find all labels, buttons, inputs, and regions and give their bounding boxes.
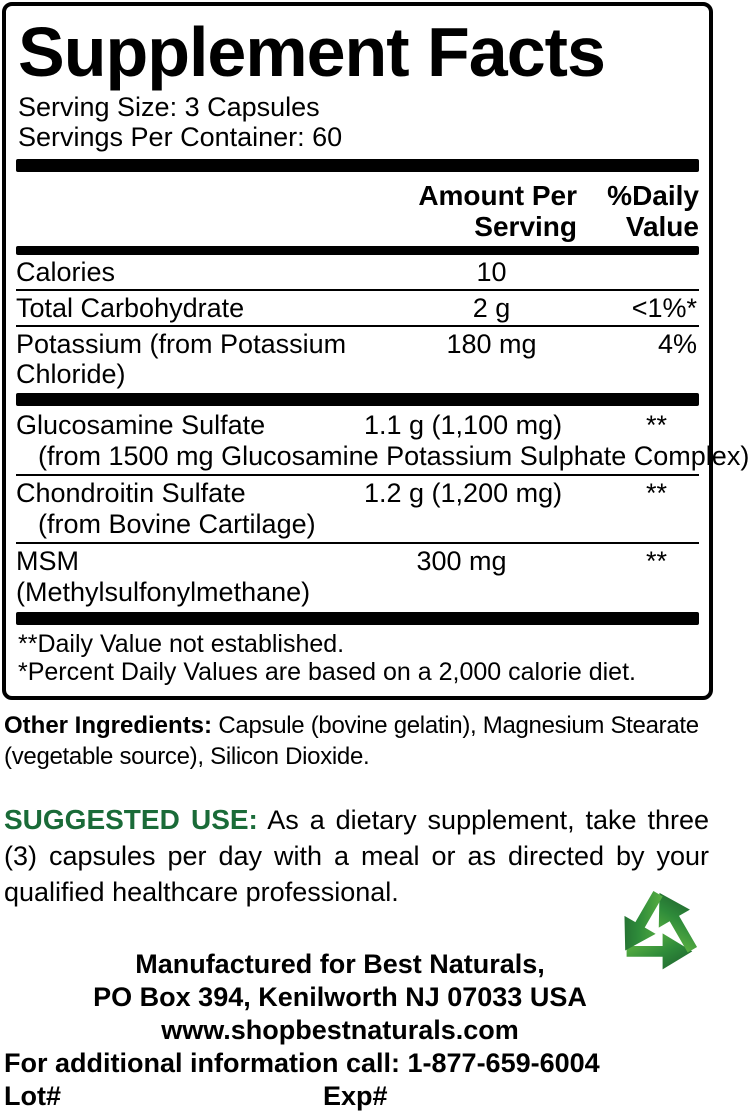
amount-header-line2: Serving (474, 211, 577, 242)
other-ingredients-label: Other Ingredients: (4, 712, 213, 739)
amount-header-line1: Amount Per (418, 180, 577, 211)
footnote-dv-not-established: **Daily Value not established. (18, 630, 345, 658)
exp-date-label: Exp# (323, 1081, 388, 1111)
table-row-chondroitin (16, 474, 699, 542)
nutrient-dv: ** (645, 478, 667, 508)
nutrient-dv: <1%* (631, 293, 697, 323)
divider-bar-header (16, 246, 699, 255)
table-row-calories (16, 255, 699, 289)
other-ingredients (4, 710, 711, 772)
divider-bar-top (16, 159, 699, 172)
nutrient-name: Potassium (from Potassium Chloride) (16, 329, 347, 389)
table-row-carbohydrate (16, 289, 699, 325)
nutrient-amount: 10 (476, 257, 507, 287)
nutrient-name: Glucosamine Sulfate (16, 410, 266, 440)
amount-per-serving-header (418, 180, 577, 242)
nutrient-source-note: (from Bovine Cartilage) (38, 509, 316, 539)
servings-per-container: Servings Per Container: 60 (18, 122, 343, 152)
table-row-glucosamine (16, 408, 749, 474)
panel-title: Supplement Facts (18, 13, 605, 91)
divider-bar-bottom (16, 612, 699, 625)
nutrient-name: Calories (16, 257, 116, 287)
nutrient-dv: ** (645, 546, 667, 576)
daily-value-header (591, 180, 699, 242)
nutrient-dv: ** (645, 410, 667, 440)
nutrient-amount: 2 g (472, 293, 511, 323)
footnote-percent-dv: *Percent Daily Values are based on a 2,000 calorie diet. (18, 658, 636, 686)
dv-header-line1: %Daily (607, 180, 699, 211)
nutrient-name: Total Carbohydrate (16, 293, 245, 323)
dv-header-line2: Value (625, 211, 699, 242)
table-header (16, 176, 699, 244)
nutrient-amount: 1.2 g (1,200 mg) (364, 478, 563, 508)
supplement-facts-panel (2, 2, 749, 700)
suggested-use-label: SUGGESTED USE: (4, 804, 258, 835)
nutrient-amount: 180 mg (446, 329, 537, 359)
divider-bar-middle (16, 393, 699, 406)
other-ingredients-text: Capsule (bovine gelatin), Magnesium Stearate (vegetable source), Silicon Dioxide. (4, 712, 699, 770)
nutrient-source-note: (from 1500 mg Glucosamine Potassium Sulphate Complex) (38, 441, 749, 471)
manufacturer-line: Manufactured for Best Naturals, (135, 949, 545, 979)
website: www.shopbestnaturals.com (161, 1015, 519, 1045)
nutrient-name: Chondroitin Sulfate (16, 478, 246, 508)
nutrient-amount: 1.1 g (1,100 mg) (364, 410, 563, 440)
suggested-use (4, 802, 709, 910)
table-row-potassium (16, 325, 699, 391)
table-row-msm (16, 542, 699, 610)
address-line: PO Box 394, Kenilworth NJ 07033 USA (93, 982, 587, 1012)
footnotes (18, 630, 699, 686)
nutrient-dv: 4% (657, 329, 697, 359)
serving-size: Serving Size: 3 Capsules (18, 92, 320, 122)
suggested-use-text: As a dietary supplement, take three (3) capsules per day with a meal or as directed by your qualified healthcare professional. (4, 805, 710, 907)
phone-line: For additional information call: 1-877-659-6004 (4, 1048, 600, 1078)
supplement-label (0, 2, 749, 1111)
nutrient-amount: 300 mg (416, 546, 507, 576)
lot-number-label: Lot# (4, 1081, 61, 1111)
nutrient-name: MSM (Methylsulfonylmethane) (16, 546, 311, 607)
recycle-icon (605, 872, 713, 984)
